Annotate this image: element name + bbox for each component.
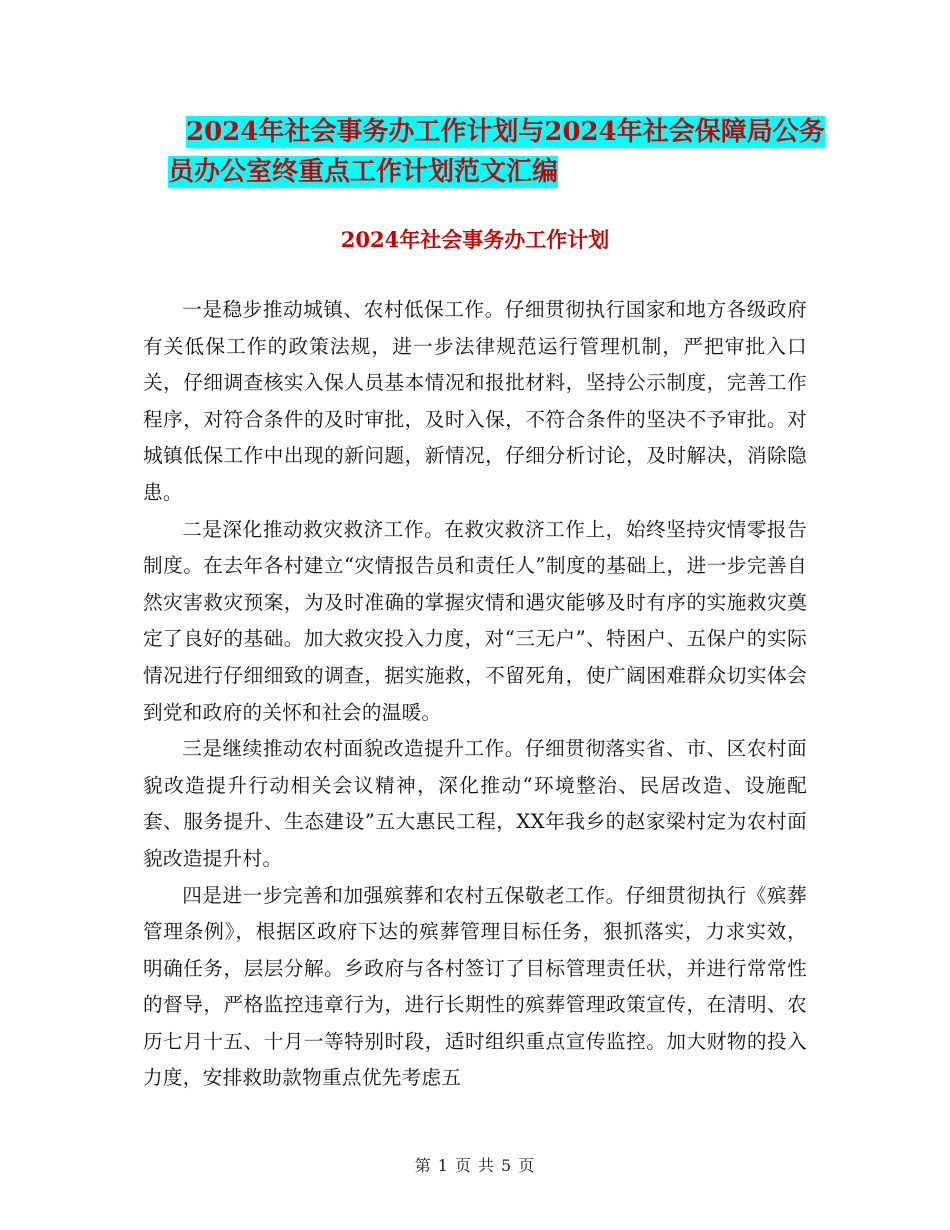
footer-page-prefix: 第 — [414, 1156, 432, 1175]
section-title: 2024年社会事务办工作计划 — [340, 227, 610, 252]
page-footer — [0, 1156, 950, 1176]
footer-page-middle: 页 共 — [454, 1156, 496, 1175]
body-text — [143, 292, 807, 1097]
document-title — [150, 112, 830, 192]
footer-page-number: 1 — [437, 1156, 449, 1175]
paragraph: 二是深化推动救灾救济工作。在救灾救济工作上，始终坚持灾情零报告制度。在去年各村建立“灾情报告员和责任人”制度的基础上，进一步完善自然灾害救灾预案，为及时准确的掌握灾情和遇灾能够及时有序的实施救灾奠定了良好的基础。加大救灾投入力度，对“三无户”、特困户、五保户的实际情况进行仔细细致的调查，据实施救，不留死角，使广阔困难群众切实体会到党和政府的关怀和社会的温暖。 — [143, 517, 807, 724]
paragraph: 三是继续推动农村面貌改造提升工作。仔细贯彻落实省、市、区农村面貌改造提升行动相关会议精神，深化推动“环境整治、民居改造、设施配套、服务提升、生态建设”五大惠民工程，XX年我乡的赵家梁村定为农村面貌改造提升村。 — [143, 737, 807, 870]
title-highlight-1: 2024年社会事务办工作计划与2024年社会保障局公务 — [186, 117, 825, 147]
paragraph: 一是稳步推动城镇、农村低保工作。仔细贯彻执行国家和地方各级政府有关低保工作的政策法规，进一步法律规范运行管理机制，严把审批入口关，仔细调查核实入保人员基本情况和报批材料，坚持公示制度，完善工作程序，对符合条件的及时审批，及时入保，不符合条件的坚决不予审批。对城镇低保工作中出现的新问题，新情况，仔细分析讨论，及时解决，消除隐患。 — [143, 298, 807, 504]
footer-page-suffix: 页 — [518, 1156, 536, 1175]
footer-page-total: 5 — [501, 1156, 513, 1175]
paragraph: 四是进一步完善和加强殡葬和农村五保敬老工作。仔细贯彻执行《殡葬管理条例》，根据区政府下达的殡葬管理目标任务，狠抓落实，力求实效，明确任务，层层分解。乡政府与各村签订了目标管理责任状，并进行常常性的督导，严格监控违章行为，进行长期性的殡葬管理政策宣传，在清明、农历七月十五、十月一等特别时段，适时组织重点宣传监控。加大财物的投入力度，安排救助款物重点优先考虑五 — [143, 883, 807, 1090]
title-line-2 — [150, 152, 830, 192]
title-highlight-2: 员办公室终重点工作计划范文汇编 — [168, 157, 559, 187]
title-line-1 — [150, 112, 830, 152]
